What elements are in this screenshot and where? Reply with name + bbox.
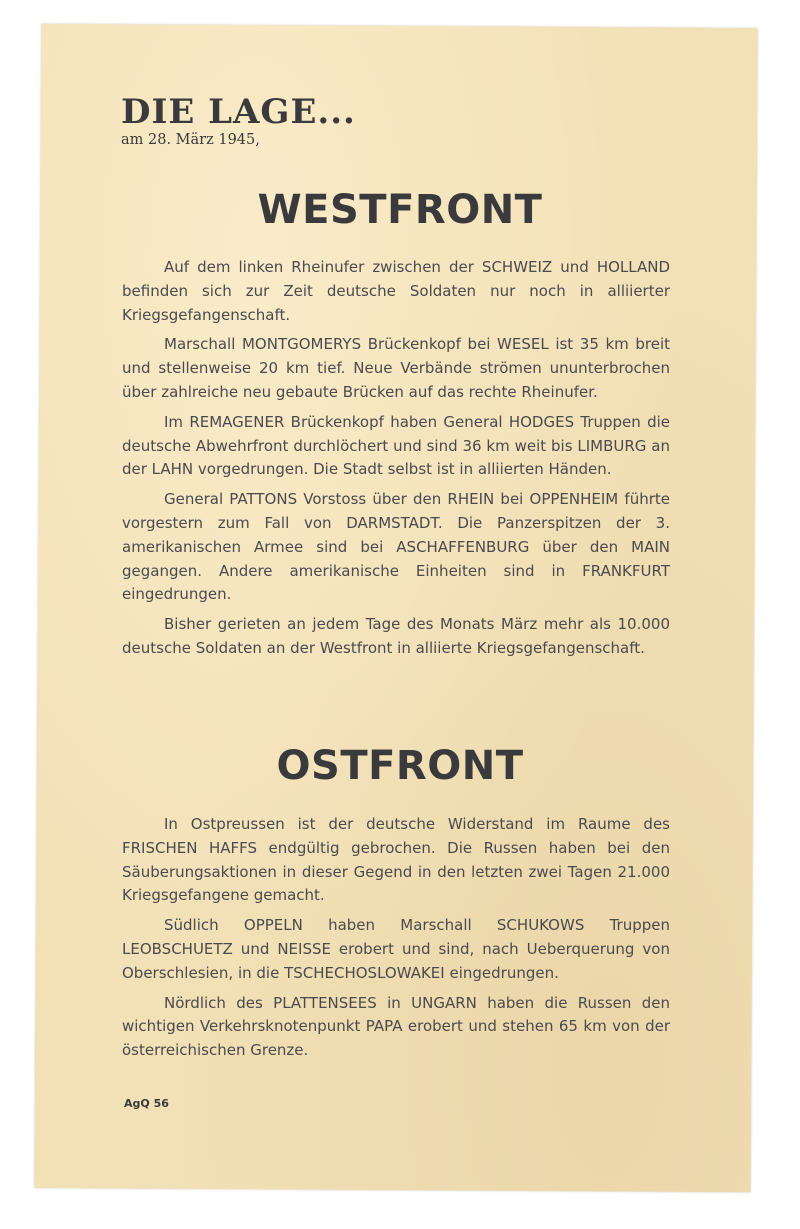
westfront-paragraph: General PATTONS Vorstoss über den RHEIN bei OPPENHEIM führte vorgestern zum Fall von DARMSTADT. Die Panzerspitzen der 3. amerikanischen Armee sind bei ASCHAFFENBURG über den MAIN gegangen. Andere amerikanische Einheiten sind in FRANKFURT eingedrungen. <box>122 490 670 604</box>
ostfront-heading: OSTFRONT <box>276 743 524 789</box>
print-code: AgQ 56 <box>124 1097 169 1110</box>
ostfront-section <box>122 813 670 1069</box>
westfront-paragraph: Bisher gerieten an jedem Tage des Monats März mehr als 10.000 deutsche Soldaten an der Westfront in alliierte Kriegsgefangenschaft. <box>122 615 670 657</box>
ostfront-paragraph: Nördlich des PLATTENSEES in UNGARN haben die Russen den wichtigen Verkehrsknotenpunkt PAPA erobert und stehen 65 km von der österreichischen Grenze. <box>122 993 670 1060</box>
westfront-paragraph: Auf dem linken Rheinufer zwischen der SCHWEIZ und HOLLAND befinden sich zur Zeit deutsche Soldaten nur noch in alliierter Kriegsgefangenschaft. <box>122 258 670 324</box>
westfront-paragraph: Im REMAGENER Brückenkopf haben General HODGES Truppen die deutsche Abwehrfront durchlöchert und sind 36 km weit bis LIMBURG an der LAHN vorgedrungen. Die Stadt selbst ist in alliierten Händen. <box>122 412 670 479</box>
ostfront-paragraph: In Ostpreussen ist der deutsche Widerstand im Raume des FRISCHEN HAFFS endgültig gebrochen. Die Russen haben bei den Säuberungsaktionen in dieser Gegend in den letzten zwei Tagen 21.000 Kriegsgefangene gemacht. <box>122 815 670 905</box>
westfront-section <box>122 256 670 667</box>
leaflet-date: am 28. März 1945, <box>121 132 260 148</box>
westfront-paragraph: Marschall MONTGOMERYS Brückenkopf bei WESEL ist 35 km breit und stellenweise 20 km tief. Neue Verbände strömen ununterbrochen über zahlreiche neu gebaute Brücken auf das rechte Rheinufer. <box>122 335 670 401</box>
leaflet-title: DIE LAGE... <box>121 92 356 132</box>
westfront-heading: WESTFRONT <box>257 187 543 233</box>
ostfront-paragraph: Südlich OPPELN haben Marschall SCHUKOWS Truppen LEOBSCHUETZ und NEISSE erobert und sind, nach Ueberquerung von Oberschlesien, in die TSCHECHOSLOWAKEI eingedrungen. <box>122 916 670 982</box>
